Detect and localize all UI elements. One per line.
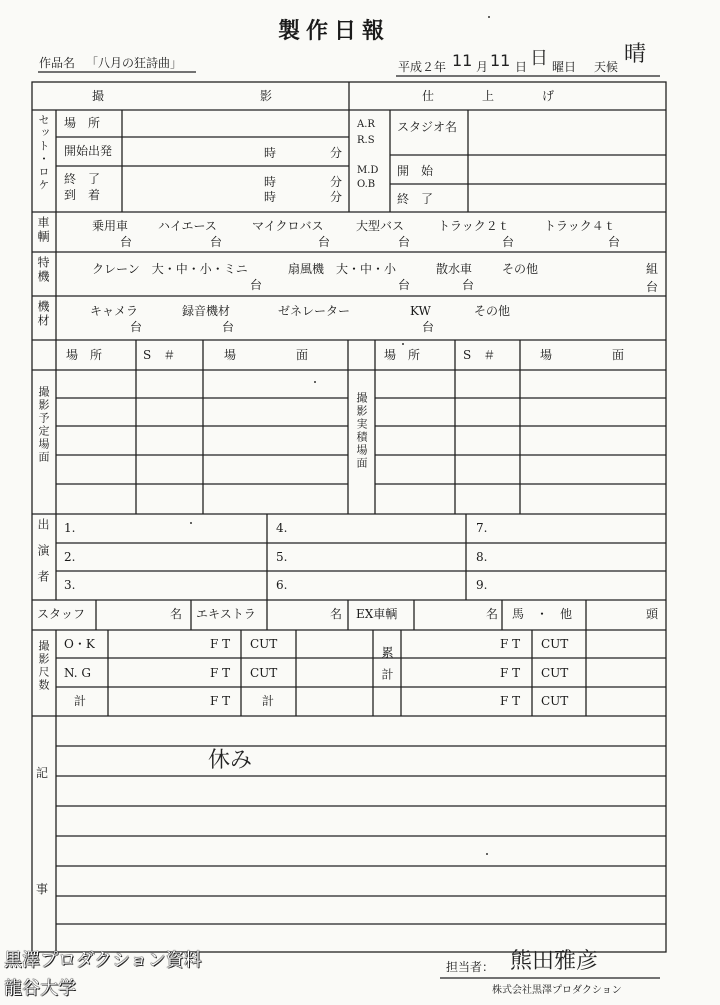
set-location-label: セット・ロケ	[37, 114, 50, 192]
place-label: 場 所	[64, 116, 101, 130]
person-signature: 熊田雅彦	[510, 949, 599, 974]
cum-cut-1: CUT	[541, 637, 569, 651]
month-label: 月	[476, 60, 489, 74]
ar-label: A.R	[357, 119, 375, 130]
equipment-other-item: その他	[474, 304, 511, 318]
extra-label: エキストラ	[196, 607, 256, 621]
notes-entry: 休み	[208, 748, 253, 773]
unit-hiace: 台	[210, 235, 223, 249]
weekday-value: 日	[530, 48, 548, 69]
actual-sno-header: S ＃	[463, 348, 496, 362]
scan-speck	[488, 16, 490, 18]
actual-place-header: 場 所	[384, 348, 421, 362]
ok-ft-label: F T	[210, 637, 231, 651]
cast-3: 3.	[64, 578, 76, 592]
ok-label: O・K	[64, 637, 95, 651]
unit-special-other: 台	[646, 280, 659, 294]
vehicle-microbus: マイクロバス	[252, 219, 324, 233]
work-name: 「八月の狂詩曲」	[86, 56, 183, 70]
total-cut-label: 計	[262, 694, 275, 708]
archive-watermark-line2: 龍谷大学	[4, 978, 76, 999]
studio-label: スタジオ名	[397, 120, 458, 134]
scan-speck	[486, 853, 488, 855]
generator-item: ゼネレーター	[278, 304, 351, 318]
end-hour-label: 時	[264, 175, 277, 189]
unit-bus: 台	[398, 235, 411, 249]
start-minute-label: 分	[330, 146, 343, 160]
water-truck-item: 散水車	[436, 262, 473, 276]
unit-car: 台	[120, 235, 133, 249]
staff-label: スタッフ	[37, 607, 86, 621]
notes-label-top: 記	[36, 766, 49, 780]
vehicle-car: 乗用車	[92, 219, 129, 233]
unit-fan: 台	[398, 278, 411, 292]
ex-vehicle-unit: 名	[486, 607, 499, 621]
ng-label: N. G	[64, 666, 91, 680]
camera-item: キャメラ	[90, 304, 139, 318]
fan-item: 扇風機 大・中・小	[288, 262, 397, 276]
cast-2: 2.	[64, 550, 76, 564]
arrive-hour-label: 時	[264, 190, 277, 204]
planned-place-header: 場 所	[66, 348, 103, 362]
work-label: 作品名	[39, 56, 76, 70]
actual-scenes-label: 撮影実積場面	[355, 392, 368, 470]
ex-vehicle-label: EX車輌	[356, 607, 398, 621]
special-label: 特機	[36, 256, 50, 284]
set-unit: 組	[646, 262, 659, 276]
arrive-minute-label: 分	[330, 190, 343, 204]
cast-6: 6.	[276, 578, 288, 592]
footage-label: 撮影尺数	[37, 640, 50, 692]
era-label: 平成２年	[398, 60, 447, 74]
planned-scenes-label: 撮影予定場面	[37, 386, 50, 464]
day-value: 11	[490, 51, 511, 70]
shoot-section-header: 撮 影	[92, 89, 273, 103]
month-value: 11	[452, 51, 473, 70]
equipment-label: 機材	[36, 300, 50, 328]
ob-label: O.B	[357, 179, 376, 190]
ok-cut-label: CUT	[250, 637, 278, 651]
company-name: 株式会社黒澤プロダクション	[492, 985, 622, 996]
kw-item: KW	[410, 304, 431, 318]
total-label: 計	[74, 694, 87, 708]
weekday-label: 曜日	[552, 60, 577, 74]
cast-4: 4.	[276, 521, 288, 535]
scan-speck	[190, 522, 192, 524]
arrive-label: 到 着	[64, 188, 101, 202]
rs-label: R.S	[357, 135, 375, 146]
cast-9: 9.	[476, 578, 488, 592]
cast-1: 1.	[64, 521, 76, 535]
unit-truck-2t: 台	[502, 235, 515, 249]
planned-sno-header: S ＃	[143, 348, 176, 362]
end-minute-label: 分	[330, 175, 343, 189]
cum-cut-2: CUT	[541, 666, 569, 680]
ng-cut-label: CUT	[250, 666, 278, 680]
cast-5: 5.	[276, 550, 288, 564]
special-other-item: その他	[502, 262, 539, 276]
scan-speck	[314, 381, 316, 383]
cast-8: 8.	[476, 550, 488, 564]
cum-ft-1: F T	[500, 637, 521, 651]
start-label: 開始出発	[64, 144, 113, 158]
page-title: 製作日報	[278, 18, 391, 44]
cum-ft-2: F T	[500, 666, 521, 680]
finish-start-label: 開 始	[397, 164, 434, 178]
unit-truck-4t: 台	[608, 235, 621, 249]
weather-value: 晴	[624, 42, 647, 67]
unit-sound: 台	[222, 320, 235, 334]
cum-cut-3: CUT	[541, 694, 569, 708]
crane-item: クレーン 大・中・小・ミニ	[92, 262, 248, 276]
sound-item: 録音機材	[182, 304, 231, 318]
cast-label: 出演者	[36, 518, 50, 596]
total-ft-label: F T	[210, 694, 231, 708]
md-label: M.D	[357, 165, 379, 176]
vehicles-label: 車輌	[36, 216, 50, 244]
staff-unit: 名	[170, 607, 183, 621]
vehicle-truck-2t: トラック２ｔ	[438, 219, 510, 233]
planned-scene-header: 場 面	[224, 348, 309, 362]
horse-label: 馬 ・ 他	[512, 607, 573, 621]
actual-scene-header: 場 面	[540, 348, 625, 362]
archive-watermark-line1: 黒澤プロダクション資料	[4, 950, 202, 971]
cast-7: 7.	[476, 521, 488, 535]
weather-label: 天候	[594, 60, 619, 74]
notes-label-bottom: 事	[36, 882, 49, 896]
horse-unit: 頭	[646, 607, 659, 621]
vehicle-bus: 大型バス	[356, 219, 405, 233]
vehicle-hiace: ハイエース	[158, 219, 217, 233]
start-hour-label: 時	[264, 146, 277, 160]
unit-water: 台	[462, 278, 475, 292]
ng-ft-label: F T	[210, 666, 231, 680]
finish-section-header: 仕 上 げ	[422, 89, 555, 103]
scan-speck	[402, 343, 404, 345]
unit-camera: 台	[130, 320, 143, 334]
person-label: 担当者：	[446, 960, 495, 974]
unit-crane: 台	[250, 278, 263, 292]
cum-ft-3: F T	[500, 694, 521, 708]
vehicle-truck-4t: トラック４ｔ	[544, 219, 616, 233]
cumulative-label: 累計	[380, 646, 394, 690]
end-label: 終 了	[64, 172, 101, 186]
unit-generator: 台	[422, 320, 435, 334]
unit-microbus: 台	[318, 235, 331, 249]
extra-unit: 名	[330, 607, 343, 621]
finish-end-label: 終 了	[397, 192, 434, 206]
day-label: 日	[515, 60, 528, 74]
